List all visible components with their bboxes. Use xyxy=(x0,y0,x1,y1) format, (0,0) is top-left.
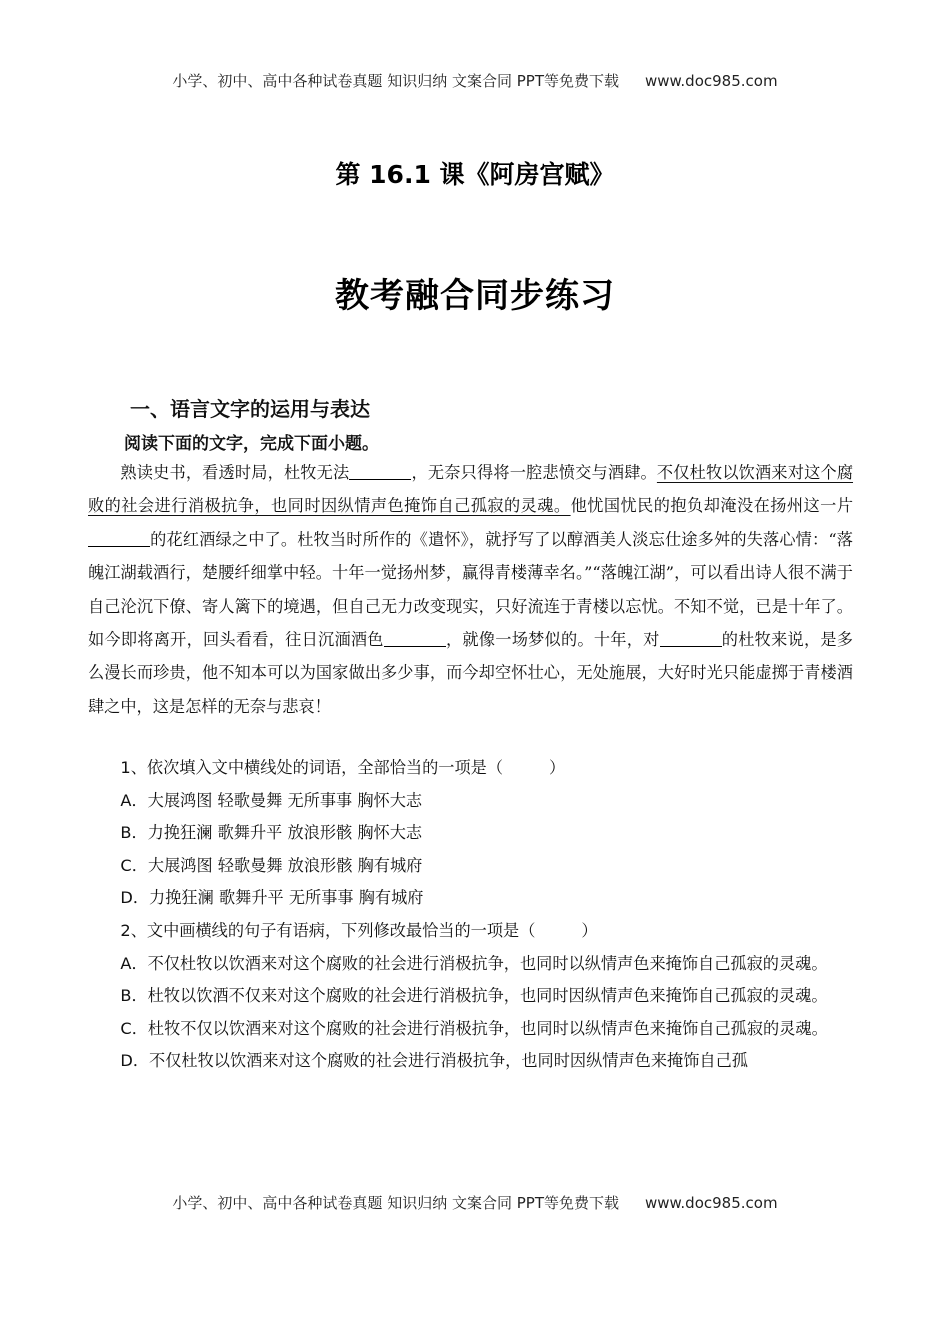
answer-blank-3[interactable] xyxy=(384,630,446,647)
question-2-option-c[interactable]: C．杜牧不仅以饮酒来对这个腐败的社会进行消极抗争，也同时以纵情声色来掩饰自己孤寂的灵魂。 xyxy=(120,1018,828,1038)
footer-text: 小学、初中、高中各种试卷真题 知识归纳 文案合同 PPT等免费下载 xyxy=(172,1194,619,1212)
passage-text: 他忧国忧民的抱负却淹没在扬州这一片 xyxy=(570,496,854,516)
question-1-option-a[interactable]: A．大展鸿图 轻歌曼舞 无所事事 胸怀大志 xyxy=(120,790,423,810)
question-1-option-c[interactable]: C．大展鸿图 轻歌曼舞 放浪形骸 胸有城府 xyxy=(120,855,423,875)
page-header xyxy=(0,70,950,91)
passage-text: ，无奈只得将一腔悲愤交与酒肆。 xyxy=(411,463,657,482)
passage-text: ，就像一场梦似的。十年，对 xyxy=(445,630,660,650)
passage-text: 熟读史书，看透时局，杜牧无法 xyxy=(120,463,350,482)
footer-site-link[interactable]: www.doc985.com xyxy=(644,1194,778,1212)
question-block xyxy=(88,752,863,1078)
answer-blank-1[interactable] xyxy=(349,463,411,480)
passage-text: 的杜牧来说，是多么漫长而珍贵，他不知本可以为国家做出多少事，而今却空怀壮心，无处施展，大好时光只能虚掷于青楼酒肆之中，这是怎样的无奈与悲哀！ xyxy=(88,630,853,716)
question-1-stem: 1、依次填入文中横线处的词语，全部恰当的一项是（ ） xyxy=(120,758,566,777)
reading-passage xyxy=(88,456,853,723)
passage-text: 的花红酒绿之中了。杜牧当时所作的《遣怀》，就抒写了以醇酒美人淡忘仕途多舛的失落心情：“落魄江湖载酒行，楚腰纤细掌中轻。十年一觉扬州梦，赢得青楼薄幸名。”“落魄江湖”，可以看出诗人很不满于自己沦沉下僚、寄人篱下的境遇，但自己无力改变现实，只好流连于青楼以忘忧。不知不觉，已是十年了。如今即将离开，回头看看，往日沉湎酒色 xyxy=(88,529,853,650)
page-footer xyxy=(0,1192,950,1213)
header-text: 小学、初中、高中各种试卷真题 知识归纳 文案合同 PPT等免费下载 xyxy=(172,72,619,90)
question-2-stem: 2、文中画横线的句子有语病，下列修改最恰当的一项是（ ） xyxy=(120,920,598,940)
header-site-link[interactable]: www.doc985.com xyxy=(644,72,778,90)
question-1-option-b[interactable]: B．力挽狂澜 歌舞升平 放浪形骸 胸怀大志 xyxy=(120,823,423,843)
answer-blank-4[interactable] xyxy=(660,630,722,647)
exercise-subtitle: 教考融合同步练习 xyxy=(335,276,615,316)
instruction-text: 阅读下面的文字，完成下面小题。 xyxy=(124,434,379,454)
question-2-option-a[interactable]: A．不仅杜牧以饮酒来对这个腐败的社会进行消极抗争，也同时以纵情声色来掩饰自己孤寂的灵魂。 xyxy=(120,953,828,973)
underlined-sentence: 不仅杜牧以饮酒来对这个腐败的社会进行消极抗争，也同时因纵情声色掩饰自己孤寂的灵魂。 xyxy=(88,463,854,516)
section-heading: 一、语言文字的运用与表达 xyxy=(130,397,370,421)
question-1-option-d[interactable]: D．力挽狂澜 歌舞升平 无所事事 胸有城府 xyxy=(120,888,424,908)
question-2-option-d[interactable]: D．不仅杜牧以饮酒来对这个腐败的社会进行消极抗争，也同时因纵情声色来掩饰自己孤 xyxy=(120,1051,748,1071)
lesson-title: 第 16.1 课《阿房宫赋》 xyxy=(335,160,615,189)
answer-blank-2[interactable] xyxy=(88,530,150,547)
question-2-option-b[interactable]: B．杜牧以饮酒不仅来对这个腐败的社会进行消极抗争，也同时因纵情声色来掩饰自己孤寂的灵魂。 xyxy=(120,986,828,1006)
